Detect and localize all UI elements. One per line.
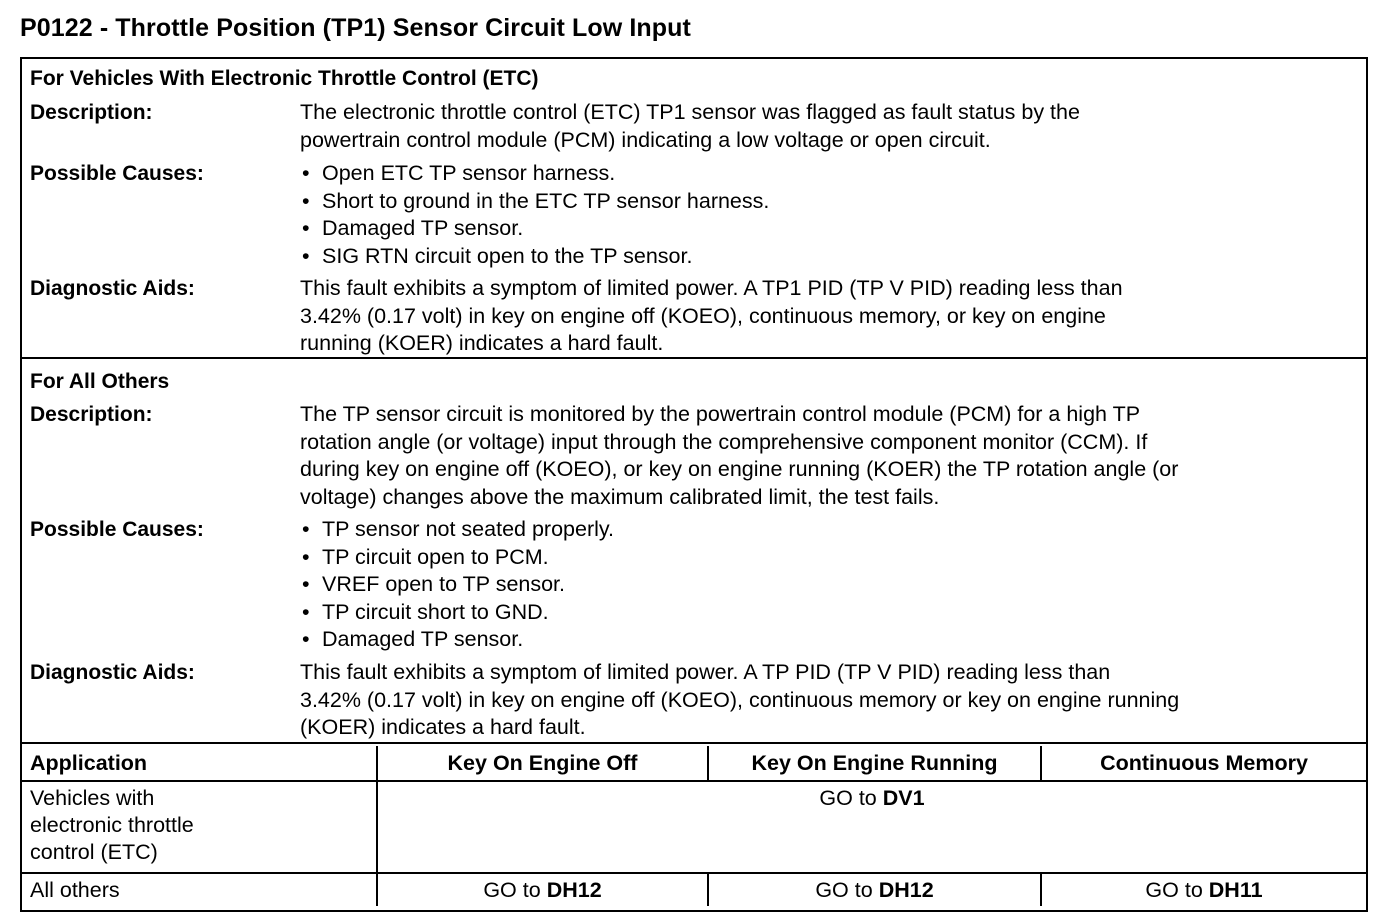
etc-description — [300, 99, 1360, 154]
cm-go-cell — [1041, 873, 1366, 906]
go-prefix: GO to — [1145, 877, 1203, 902]
etc-section — [22, 59, 1366, 359]
koer-go-cell — [708, 873, 1041, 906]
others-description-label: Description: — [30, 403, 153, 426]
go-prefix: GO to — [819, 786, 877, 810]
etc-aids-label: Diagnostic Aids: — [30, 277, 195, 300]
others-description-line: rotation angle (or voltage) input through the comprehensive component monitor (CCM). If — [300, 429, 1148, 454]
others-aids-line: This fault exhibits a symptom of limited power. A TP PID (TP V PID) reading less than — [300, 660, 1111, 684]
others-description-line: during key on engine off (KOEO), or key on engine running (KOER) the TP rotation angle (or — [300, 457, 1179, 481]
others-aids — [300, 659, 1360, 742]
table-header-row — [22, 746, 1366, 781]
table-row — [22, 781, 1366, 873]
go-code: DV1 — [882, 786, 925, 810]
list-item: • Damaged TP sensor. — [300, 626, 614, 654]
application-line: control (ETC) — [30, 840, 158, 864]
list-item: • TP sensor not seated properly. — [300, 516, 614, 544]
go-prefix: GO to — [483, 877, 541, 902]
etc-heading: For Vehicles With Electronic Throttle Control (ETC) — [30, 67, 539, 90]
list-item: • SIG RTN circuit open to the TP sensor. — [300, 243, 769, 271]
application-line: electronic throttle — [30, 813, 194, 837]
go-code: DH12 — [878, 877, 934, 902]
koeo-go-cell — [377, 873, 708, 906]
header-koeo: Key On Engine Off — [377, 746, 708, 781]
list-item: • TP circuit short to GND. — [300, 599, 614, 627]
etc-description-line: The electronic throttle control (ETC) TP1 sensor was flagged as fault status by the — [300, 100, 1080, 124]
others-aids-label: Diagnostic Aids: — [30, 661, 195, 684]
etc-description-line: powertrain control module (PCM) indicating a low voltage or open circuit. — [300, 127, 991, 152]
others-description-line: voltage) changes above the maximum calibrated limit, the test fails. — [300, 484, 940, 509]
etc-aids-line: running (KOER) indicates a hard fault. — [300, 331, 664, 355]
table-row — [22, 873, 1366, 906]
dtc-info-frame — [20, 57, 1368, 912]
others-description-line: The TP sensor circuit is monitored by the powertrain control module (PCM) for a high TP — [300, 402, 1141, 426]
others-aids-line: 3.42% (0.17 volt) in key on engine off (KOEO), continuous memory or key on engine running — [300, 687, 1180, 712]
etc-go-cell — [377, 781, 1366, 873]
application-cell: All others — [22, 873, 377, 906]
etc-aids-line: 3.42% (0.17 volt) in key on engine off (KOEO), continuous memory, or key on engine — [300, 303, 1106, 328]
list-item: • Short to ground in the ETC TP sensor harness. — [300, 188, 769, 216]
etc-causes-list — [300, 160, 769, 270]
list-item: • VREF open to TP sensor. — [300, 571, 614, 599]
go-prefix: GO to — [815, 877, 873, 902]
etc-description-label: Description: — [30, 101, 153, 124]
list-item: • Damaged TP sensor. — [300, 215, 769, 243]
list-item: • Open ETC TP sensor harness. — [300, 160, 769, 188]
others-causes-label: Possible Causes: — [30, 518, 204, 541]
etc-aids — [300, 275, 1360, 358]
go-code: DH11 — [1208, 877, 1263, 902]
others-section — [22, 359, 1366, 744]
header-application: Application — [22, 746, 377, 781]
header-koer: Key On Engine Running — [708, 746, 1041, 781]
go-code: DH12 — [546, 877, 602, 902]
others-causes-list — [300, 516, 614, 654]
etc-aids-line: This fault exhibits a symptom of limited power. A TP1 PID (TP V PID) reading less than — [300, 276, 1123, 300]
application-table — [22, 746, 1366, 906]
application-cell — [22, 781, 377, 873]
page-title: P0122 - Throttle Position (TP1) Sensor Circuit Low Input — [20, 14, 691, 42]
others-heading: For All Others — [30, 370, 170, 393]
others-description — [300, 401, 1360, 511]
header-continuous-memory: Continuous Memory — [1041, 746, 1366, 781]
etc-causes-label: Possible Causes: — [30, 162, 204, 185]
application-line: Vehicles with — [30, 786, 155, 810]
list-item: • TP circuit open to PCM. — [300, 544, 614, 572]
others-aids-line: (KOER) indicates a hard fault. — [300, 715, 586, 739]
